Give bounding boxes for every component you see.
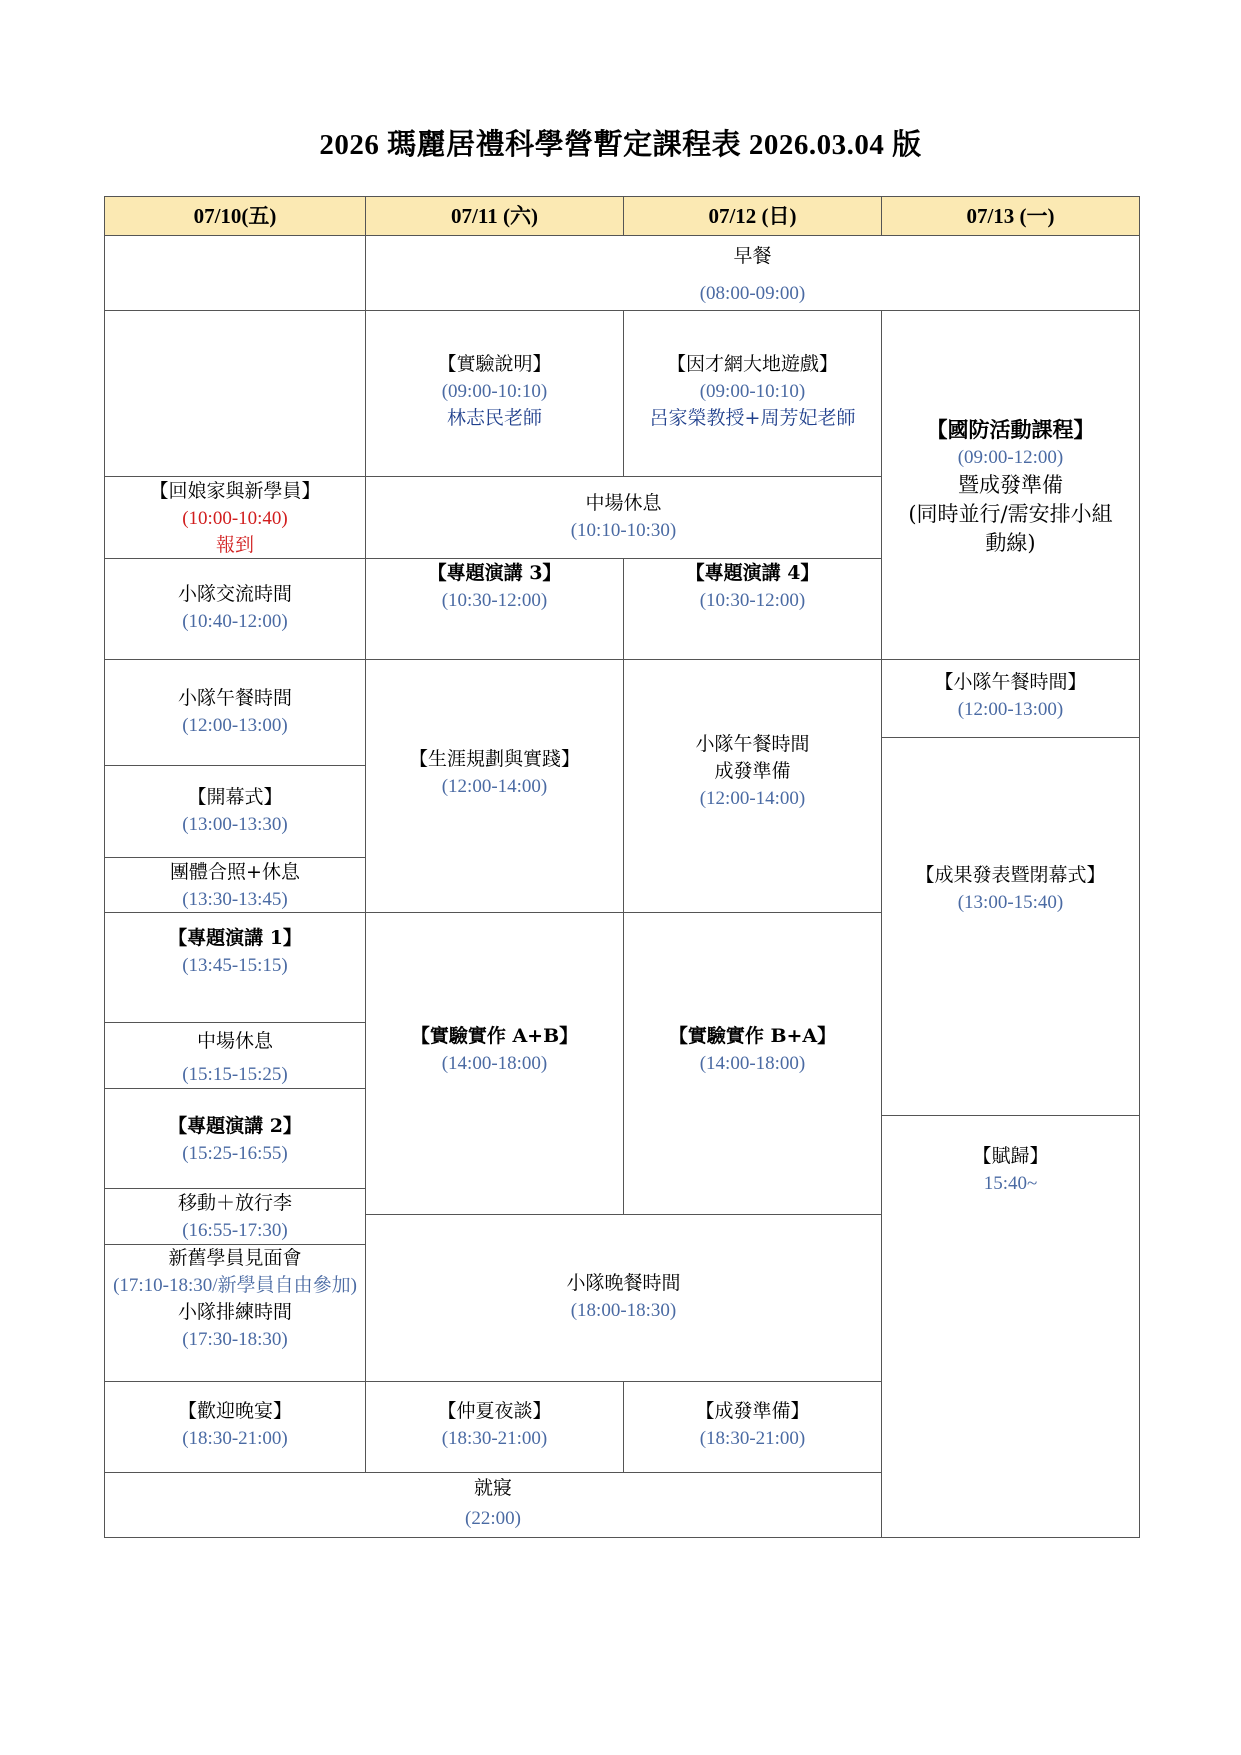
dinner-cell — [365, 1214, 882, 1382]
group-photo-time: (13:30-13:45) — [182, 889, 288, 910]
lecture-3-cell — [365, 558, 624, 660]
lunch-time: (12:00-13:00) — [957, 699, 1064, 720]
afternoon-break-label: 中場休息 — [196, 1030, 273, 1052]
experiment-intro-teacher: 林志民老師 — [446, 407, 542, 429]
move-luggage-label: 移動＋放行李 — [177, 1192, 292, 1214]
lecture-2-cell — [104, 1088, 366, 1189]
career-planning-label: 【生涯規劃與實踐】 — [408, 748, 580, 770]
team-talk-time: (10:40-12:00) — [182, 611, 288, 632]
empty-cell — [104, 310, 366, 477]
results-prep-cell — [623, 1381, 882, 1473]
lecture-3-label: 【專題演講 3】 — [427, 562, 562, 584]
day-header-label: 07/13 (一) — [966, 203, 1055, 228]
lunch-cell — [881, 659, 1140, 738]
member-meet-time: (17:10-18:30/新學員自由參加) — [113, 1275, 357, 1296]
day-header-label: 07/12 (日) — [708, 203, 797, 228]
member-meet-label: 新舊學員見面會 — [168, 1247, 302, 1269]
registration-cell — [104, 476, 366, 559]
experiment-intro-cell — [365, 310, 624, 477]
day-header-0712 — [623, 196, 882, 236]
day-header-0713 — [881, 196, 1140, 236]
group-photo-label: 團體合照+休息 — [170, 861, 300, 883]
welcome-banquet-cell — [104, 1381, 366, 1473]
lecture-1-label: 【專題演講 1】 — [168, 927, 302, 949]
results-ceremony-cell — [881, 737, 1140, 1116]
registration-note: 報到 — [215, 534, 254, 556]
career-planning-time: (12:00-14:00) — [441, 776, 548, 797]
lunch-prep-note: 成發準備 — [714, 760, 791, 782]
lecture-2-label: 【專題演講 2】 — [168, 1115, 302, 1137]
bedtime-time: (22:00) — [465, 1508, 521, 1529]
defense-course-cell — [881, 310, 1140, 660]
mid-break-time: (10:10-10:30) — [570, 520, 677, 541]
move-luggage-time: (16:55-17:30) — [182, 1220, 288, 1241]
defense-course-note: 暨成發準備 — [958, 473, 1063, 497]
afternoon-break-time: (15:15-15:25) — [182, 1064, 288, 1085]
lab-ba-cell — [623, 912, 882, 1215]
dinner-time: (18:00-18:30) — [570, 1300, 677, 1321]
team-talk-cell — [104, 558, 366, 660]
summer-night-talk-label: 【仲夏夜談】 — [437, 1400, 552, 1422]
day-header-0711 — [365, 196, 624, 236]
lecture-2-time: (15:25-16:55) — [182, 1143, 288, 1164]
field-game-label: 【因才網大地遊戲】 — [666, 353, 838, 375]
breakfast-time: (08:00-09:00) — [699, 283, 806, 304]
lunch-prep-cell — [623, 659, 882, 913]
bedtime-cell — [104, 1472, 882, 1538]
results-ceremony-time: (13:00-15:40) — [957, 892, 1064, 913]
empty-cell — [104, 235, 366, 311]
schedule-table — [104, 196, 1140, 1538]
rehearsal-time: (17:30-18:30) — [182, 1329, 288, 1350]
summer-night-talk-cell — [365, 1381, 624, 1473]
lecture-1-time: (13:45-15:15) — [182, 955, 288, 976]
results-ceremony-label: 【成果發表暨閉幕式】 — [915, 864, 1106, 886]
lunch-prep-time: (12:00-14:00) — [699, 788, 806, 809]
lab-ab-cell — [365, 912, 624, 1215]
afternoon-break-cell — [104, 1022, 366, 1089]
day-header-0710 — [104, 196, 366, 236]
lab-ba-label: 【實驗實作 B+A】 — [668, 1025, 837, 1047]
dinner-label: 小隊晚餐時間 — [566, 1272, 681, 1294]
return-home-time: 15:40~ — [983, 1173, 1038, 1194]
lab-ba-time: (14:00-18:00) — [699, 1053, 806, 1074]
breakfast-label: 早餐 — [733, 245, 772, 267]
experiment-intro-label: 【實驗說明】 — [437, 353, 552, 375]
lunch-label: 小隊午餐時間 — [177, 687, 292, 709]
lunch-label: 【小隊午餐時間】 — [934, 671, 1087, 693]
mid-break-label: 中場休息 — [585, 492, 662, 514]
summer-night-talk-time: (18:30-21:00) — [441, 1428, 548, 1449]
results-prep-time: (18:30-21:00) — [699, 1428, 806, 1449]
lunch-prep-label: 小隊午餐時間 — [695, 733, 810, 755]
group-photo-cell — [104, 857, 366, 913]
career-planning-cell — [365, 659, 624, 913]
member-meet-cell — [104, 1244, 366, 1382]
results-prep-label: 【成發準備】 — [695, 1400, 810, 1422]
opening-ceremony-cell — [104, 765, 366, 858]
registration-time: (10:00-10:40) — [182, 508, 288, 529]
opening-ceremony-time: (13:00-13:30) — [182, 814, 288, 835]
lecture-4-time: (10:30-12:00) — [699, 590, 806, 611]
welcome-banquet-time: (18:30-21:00) — [182, 1428, 288, 1449]
rehearsal-label: 小隊排練時間 — [177, 1301, 292, 1323]
move-luggage-cell — [104, 1188, 366, 1245]
page-title: 2026 瑪麗居禮科學營暫定課程表 2026.03.04 版 — [319, 129, 922, 161]
team-talk-label: 小隊交流時間 — [177, 583, 292, 605]
lab-ab-label: 【實驗實作 A+B】 — [410, 1025, 579, 1047]
field-game-teacher: 呂家榮教授+周芳妃老師 — [649, 407, 856, 429]
opening-ceremony-label: 【開幕式】 — [187, 786, 283, 808]
lecture-4-cell — [623, 558, 882, 660]
day-header-label: 07/10(五) — [193, 203, 277, 228]
lunch-cell — [104, 659, 366, 766]
field-game-time: (09:00-10:10) — [699, 381, 806, 402]
lab-ab-time: (14:00-18:00) — [441, 1053, 548, 1074]
breakfast-cell — [365, 235, 1140, 311]
defense-course-note: (同時並行/需安排小組動線) — [908, 502, 1113, 555]
mid-break-cell — [365, 476, 882, 559]
lecture-1-cell — [104, 912, 366, 1023]
bedtime-label: 就寢 — [473, 1477, 512, 1499]
return-home-cell — [881, 1115, 1140, 1538]
lecture-3-time: (10:30-12:00) — [441, 590, 548, 611]
experiment-intro-time: (09:00-10:10) — [441, 381, 548, 402]
defense-course-label: 【國防活動課程】 — [926, 417, 1095, 442]
welcome-banquet-label: 【歡迎晚宴】 — [177, 1400, 292, 1422]
return-home-label: 【賦歸】 — [972, 1145, 1049, 1167]
day-header-label: 07/11 (六) — [451, 203, 538, 228]
field-game-cell — [623, 310, 882, 477]
defense-course-time: (09:00-12:00) — [957, 447, 1064, 468]
lecture-4-label: 【專題演講 4】 — [685, 562, 820, 584]
lunch-time: (12:00-13:00) — [182, 715, 288, 736]
registration-label: 【回娘家與新學員】 — [149, 480, 321, 502]
